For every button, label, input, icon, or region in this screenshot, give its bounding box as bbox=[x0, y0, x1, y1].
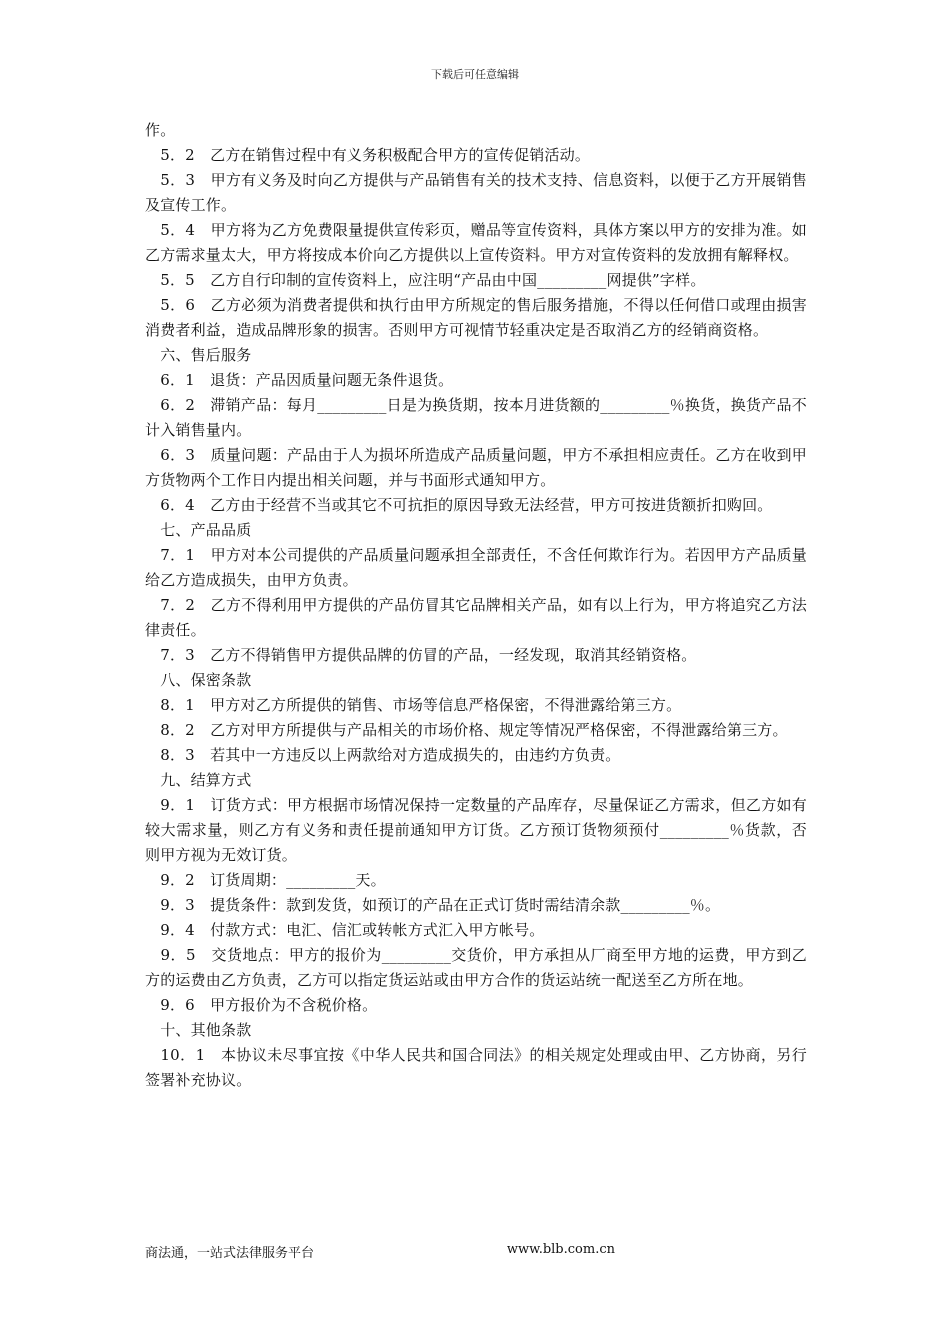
paragraph: 5．6 乙方必须为消费者提供和执行由甲方所规定的售后服务措施，不得以任何借口或理由损害消费者利益，造成品牌形象的损害。否则甲方可视情节轻重决定是否取消乙方的经销商资格。 bbox=[145, 296, 807, 339]
paragraph: 6．3 质量问题：产品由于人为损坏所造成产品质量问题，甲方不承担相应责任。乙方在收到甲方货物两个工作日内提出相关问题，并与书面形式通知甲方。 bbox=[145, 446, 807, 489]
paragraph: 7．1 甲方对本公司提供的产品质量问题承担全部责任，不含任何欺诈行为。若因甲方产品质量给乙方造成损失，由甲方负责。 bbox=[145, 546, 807, 589]
paragraph: 9．2 订货周期：_________天。 bbox=[145, 871, 386, 889]
paragraph: 10．1 本协议未尽事宜按《中华人民共和国合同法》的相关规定处理或由甲、乙方协商，另行签署补充协议。 bbox=[145, 1046, 807, 1089]
paragraph: 6．2 滞销产品：每月_________日是为换货期，按本月进货额的_________％换货，换货产品不计入销售量内。 bbox=[145, 396, 807, 439]
page-footer bbox=[145, 1242, 615, 1261]
page-header: 下载后可任意编辑 bbox=[431, 68, 519, 81]
paragraph: 9．3 提货条件：款到发货，如预订的产品在正式订货时需结清余款_________％。 bbox=[145, 896, 721, 914]
footer-left-text: 商法通，一站式法律服务平台 bbox=[145, 1246, 315, 1261]
paragraph: 8．2 乙方对甲方所提供与产品相关的市场价格、规定等情况严格保密，不得泄露给第三方。 bbox=[145, 721, 788, 739]
paragraph: 9．5 交货地点：甲方的报价为_________交货价，甲方承担从厂商至甲方地的运费，甲方到乙方的运费由乙方负责，乙方可以指定货运站或由甲方合作的货运站统一配送至乙方所在地。 bbox=[145, 946, 807, 989]
paragraph: 8．1 甲方对乙方所提供的销售、市场等信息严格保密，不得泄露给第三方。 bbox=[145, 696, 682, 714]
section-heading: 九、结算方式 bbox=[145, 771, 252, 789]
paragraph: 8．3 若其中一方违反以上两款给对方造成损失的，由违约方负责。 bbox=[145, 746, 621, 764]
paragraph: 5．4 甲方将为乙方免费限量提供宣传彩页，赠品等宣传资料，具体方案以甲方的安排为准。如乙方需求量太大，甲方将按成本价向乙方提供以上宣传资料。甲方对宣传资料的发放拥有解释权。 bbox=[145, 221, 807, 264]
paragraph: 作。 bbox=[145, 121, 176, 139]
section-heading: 七、产品品质 bbox=[145, 521, 252, 539]
section-heading: 八、保密条款 bbox=[145, 671, 252, 689]
document-body bbox=[145, 118, 807, 1093]
paragraph: 6．4 乙方由于经营不当或其它不可抗拒的原因导致无法经营，甲方可按进货额折扣购回。 bbox=[145, 496, 773, 514]
paragraph: 9．6 甲方报价为不含税价格。 bbox=[145, 996, 378, 1014]
paragraph: 9．4 付款方式：电汇、信汇或转帐方式汇入甲方帐号。 bbox=[145, 921, 545, 939]
paragraph: 5．3 甲方有义务及时向乙方提供与产品销售有关的技术支持、信息资料，以便于乙方开展销售及宣传工作。 bbox=[145, 171, 807, 214]
section-heading: 十、其他条款 bbox=[145, 1021, 252, 1039]
paragraph: 9．1 订货方式：甲方根据市场情况保持一定数量的产品库存，尽量保证乙方需求，但乙方如有较大需求量，则乙方有义务和责任提前通知甲方订货。乙方预订货物须预付_________％货款，否则甲方视为无效订货。 bbox=[145, 796, 807, 864]
paragraph: 6．1 退货：产品因质量问题无条件退货。 bbox=[145, 371, 454, 389]
footer-url: www.blb.com.cn bbox=[506, 1242, 615, 1257]
paragraph: 5．5 乙方自行印制的宣传资料上，应注明“产品由中国_________网提供”字样。 bbox=[145, 271, 706, 289]
paragraph: 7．2 乙方不得利用甲方提供的产品仿冒其它品牌相关产品，如有以上行为，甲方将追究乙方法律责任。 bbox=[145, 596, 807, 639]
section-heading: 六、售后服务 bbox=[145, 346, 252, 364]
paragraph: 7．3 乙方不得销售甲方提供品牌的仿冒的产品，一经发现，取消其经销资格。 bbox=[145, 646, 697, 664]
paragraph: 5．2 乙方在销售过程中有义务积极配合甲方的宣传促销活动。 bbox=[145, 146, 591, 164]
